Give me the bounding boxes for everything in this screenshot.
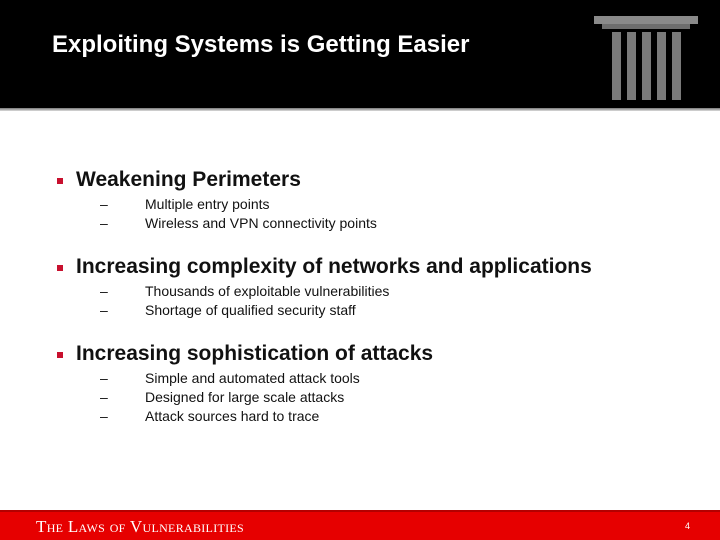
sub-bullet-text: Multiple entry points (145, 196, 270, 212)
sub-bullet-text: Wireless and VPN connectivity points (145, 215, 377, 231)
sub-bullet (0, 283, 720, 302)
sub-bullet (0, 196, 720, 215)
sub-bullet (0, 370, 720, 389)
slide-title: Exploiting Systems is Getting Easier (52, 31, 470, 58)
footer-divider (0, 510, 720, 512)
dash-marker: – (100, 196, 108, 212)
brand-smallcaps: HE (46, 521, 64, 535)
footer-brand (36, 517, 244, 537)
bullet-square-icon (57, 265, 63, 271)
brand-smallcaps: AWS (78, 521, 106, 535)
bullet-heading: Increasing complexity of networks and applications (76, 255, 592, 278)
sub-bullet-text: Thousands of exploitable vulnerabilities (145, 283, 390, 299)
brand-initial: L (67, 517, 79, 536)
brand-smallcaps: ULNERABILITIES (142, 521, 245, 535)
bullet-heading: Increasing sophistication of attacks (76, 342, 434, 365)
column-pillar-icon (592, 10, 702, 100)
sub-bullet-text: Designed for large scale attacks (145, 389, 345, 405)
header-divider (0, 108, 720, 111)
dash-marker: – (100, 283, 108, 299)
sub-bullet (0, 408, 720, 427)
dash-marker: – (100, 215, 108, 231)
dash-marker: – (100, 389, 108, 405)
dash-marker: – (100, 370, 108, 386)
brand-initial: V (129, 517, 143, 536)
brand-smallcaps: OF (109, 521, 126, 535)
sub-bullet (0, 302, 720, 321)
brand-initial: T (36, 517, 47, 536)
sub-bullet (0, 389, 720, 408)
sub-bullet-text: Attack sources hard to trace (145, 408, 320, 424)
dash-marker: – (100, 302, 108, 318)
sub-bullet (0, 215, 720, 234)
bullet-square-icon (57, 178, 63, 184)
slide-footer (0, 510, 720, 540)
sub-bullet-text: Simple and automated attack tools (145, 370, 360, 386)
bullet-heading: Weakening Perimeters (76, 168, 301, 191)
dash-marker: – (100, 408, 108, 424)
bullet-square-icon (57, 352, 63, 358)
page-number: 4 (684, 521, 690, 531)
sub-bullet-text: Shortage of qualified security staff (145, 302, 356, 318)
slide-header (0, 0, 720, 108)
